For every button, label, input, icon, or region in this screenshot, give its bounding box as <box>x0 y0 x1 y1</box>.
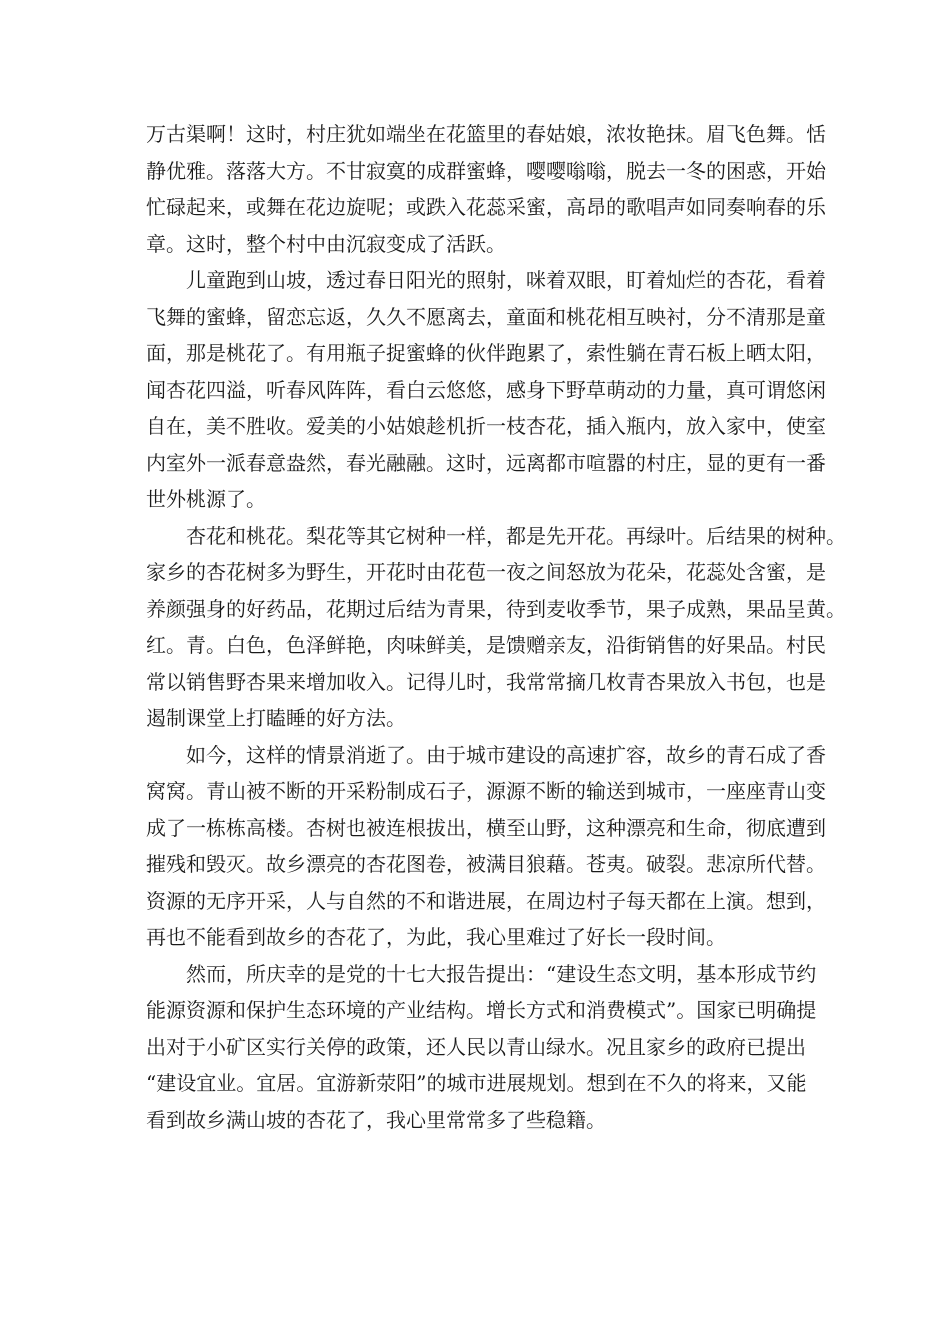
text-line: 出对于小矿区实行关停的政策，还人民以青山绿水。况且家乡的政府已提出 <box>146 1034 806 1059</box>
text-line: 红。青。白色，色泽鲜艳，肉味鲜美，是馈赠亲友，沿街销售的好果品。村民 <box>146 633 826 657</box>
paragraph-3 <box>146 518 846 737</box>
text-line: 常以销售野杏果来增加收入。记得儿时，我常常摘几枚青杏果放入书包，也是 <box>146 669 826 694</box>
text-line: 摧残和毁灭。故乡漂亮的杏花图卷，被满目狼藉。苍夷。破裂。悲凉所代替。 <box>146 852 826 876</box>
text-line: 成了一栋栋高楼。杏树也被连根拔出，横至山野，这种漂亮和生命，彻底遭到 <box>146 815 826 840</box>
text-line: 看到故乡满山坡的杏花了，我心里常常多了些稳籍。 <box>146 1107 606 1132</box>
paragraph-2 <box>146 262 826 518</box>
text-line: 章。这时，整个村中由沉寂变成了活跃。 <box>146 231 506 256</box>
text-line: 世外桃源了。 <box>146 487 266 511</box>
text-line: 面，那是桃花了。有用瓶子捉蜜蜂的伙伴跑累了，索性躺在青石板上晒太阳， <box>146 341 826 365</box>
text-line: 家乡的杏花树多为野生，开花时由花苞一夜之间怒放为花朵，花蕊处含蜜，是 <box>146 560 826 584</box>
text-line: 资源的无序开采，人与自然的不和谐进展，在周边村子每天都在上演。想到， <box>146 888 826 913</box>
text-line: 杏花和桃花。梨花等其它树种一样，都是先开花。再绿叶。后结果的树种。 <box>186 523 846 548</box>
text-line: 万古渠啊！这时，村庄犹如端坐在花篮里的春姑娘，浓妆艳抹。眉飞色舞。恬 <box>146 122 826 146</box>
text-line: 闻杏花四溢，听春风阵阵，看白云悠悠，感身下野草萌动的力量，真可谓悠闲 <box>146 377 826 402</box>
paragraph-1 <box>146 116 826 262</box>
text-line: 能源资源和保护生态环境的产业结构。增长方式和消费模式”。国家已明确提 <box>146 998 817 1022</box>
article-body <box>146 116 846 1138</box>
text-line: 静优雅。落落大方。不甘寂寞的成群蜜蜂，嘤嘤嗡嗡，脱去一冬的困惑，开始 <box>146 158 826 183</box>
text-line: 忙碌起来，或舞在花边旋呢；或跌入花蕊采蜜，高昂的歌唱声如同奏响春的乐 <box>146 195 826 219</box>
text-line: 飞舞的蜜蜂，留恋忘返，久久不愿离去，童面和桃花相互映衬，分不清那是童 <box>146 304 826 329</box>
paragraph-4 <box>146 737 826 956</box>
text-line: 遏制课堂上打瞌睡的好方法。 <box>146 706 406 730</box>
text-line: 窝窝。青山被不断的开采粉制成石子，源源不断的输送到城市，一座座青山变 <box>146 779 826 803</box>
paragraph-5 <box>146 956 817 1139</box>
text-line: 然而，所庆幸的是党的十七大报告提出：“建设生态文明，基本形成节约 <box>186 961 817 986</box>
text-line: 再也不能看到故乡的杏花了，为此，我心里难过了好长一段时间。 <box>146 925 726 949</box>
text-line: 自在，美不胜收。爱美的小姑娘趁机折一枝杏花，插入瓶内，放入家中，使室 <box>146 414 826 438</box>
text-line: 内室外一派春意盎然，春光融融。这时，远离都市喧嚣的村庄，显的更有一番 <box>146 450 826 475</box>
text-line: 养颜强身的好药品，花期过后结为青果，待到麦收季节，果子成熟，果品呈黄。 <box>146 596 846 621</box>
text-line: 如今，这样的情景消逝了。由于城市建设的高速扩容，故乡的青石成了香 <box>186 742 826 767</box>
text-line: “建设宜业。宜居。宜游新荥阳”的城市进展规划。想到在不久的将来，又能 <box>146 1071 807 1095</box>
text-line: 儿童跑到山坡，透过春日阳光的照射，咪着双眼，盯着灿烂的杏花，看着 <box>186 268 826 292</box>
